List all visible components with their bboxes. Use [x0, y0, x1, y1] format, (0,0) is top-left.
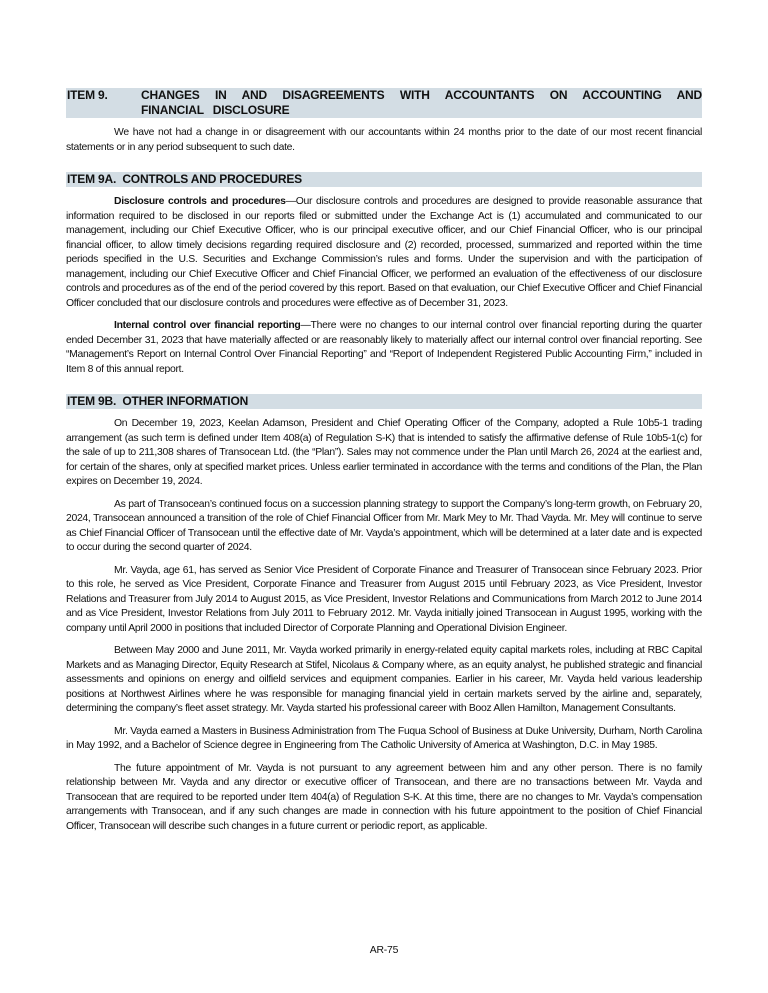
- item-9-number: ITEM 9.: [67, 88, 108, 102]
- document-page: [66, 88, 702, 834]
- item-9-title: CHANGES IN AND DISAGREEMENTS WITH ACCOUNTANTS ON ACCOUNTING AND FINANCIAL DISCLOSURE: [141, 88, 702, 117]
- item-9-paragraph: We have not had a change in or disagreement with our accountants within 24 months prior to the date of our most recent financial statements or in any period subsequent to such date.: [66, 127, 702, 153]
- paragraph: Between May 2000 and June 2011, Mr. Vayda worked primarily in energy-related equity capital markets roles, including at RBC Capital Markets and as Managing Director, Equity Research at Stifel, Nicolaus & Company where, as an equity analyst, he published strategic and financial assessments and opinions on energy and oilfield services and equipment companies. Earlier in his career, Mr. Vayda held various leadership positions at Northwest Airlines where he was responsible for managing financial yield in certain markets served by the airline and, separately, determining the company’s fleet asset strategy. Mr. Vayda started his professional career with Booz Allen Hamilton, Management Consultants.: [66, 645, 702, 714]
- paragraph-text: —There were no changes to our internal control over financial reporting during the quarter ended December 31, 2023 that have materially affected or are reasonably likely to materially affect our internal control over financial reporting. See “Management’s Report on Internal Control Over Financial Reporting” and “Report of Independent Registered Public Accounting Firm,” included in Item 8 of this annual report.: [66, 320, 702, 375]
- internal-control-paragraph: [66, 319, 702, 377]
- paragraph-lead: Internal control over financial reporting: [114, 320, 301, 331]
- paragraph: Mr. Vayda, age 61, has served as Senior Vice President of Corporate Finance and Treasurer of Transocean since February 2023. Prior to this role, he served as Vice President, Corporate Finance and Treasurer from August 2015 until February 2023, as Vice President, Investor Relations and Treasurer from July 2014 to August 2015, as Vice President, Investor Relations and Communications from March 2012 to June 2014 and as Vice President, Investor Relations from July 2011 to February 2012. Mr. Vayda initially joined Transocean in August 1995, working with the company until April 2000 in positions that included Director of Corporate Planning and Operational Division Engineer.: [66, 564, 702, 634]
- disclosure-controls-paragraph: [66, 195, 702, 311]
- paragraph: Mr. Vayda earned a Masters in Business Administration from The Fuqua School of Business at Duke University, Durham, North Carolina in May 1992, and a Bachelor of Science degree in Engineering from The Catholic University of America at Washington, D.C. in May 1985.: [66, 725, 702, 751]
- item-9a-heading: ITEM 9A. CONTROLS AND PROCEDURES: [66, 172, 702, 187]
- paragraph-text: —Our disclosure controls and procedures are designed to provide reasonable assurance that information required to be disclosed in our reports filed or submitted under the Exchange Act is (1) accumulated and communicated to our management, including our Chief Executive Officer, who is our principal executive officer, and our Chief Financial Officer, who is our principal financial officer, to allow timely decisions regarding required disclosure and (2) recorded, processed, summarized and reported within the time periods specified in the U.S. Securities and Exchange Commission’s rules and forms. Under the supervision and with the participation of management, including our Chief Executive Officer and Chief Financial Officer, we performed an evaluation of the effectiveness of our disclosure controls and procedures as of the end of the period covered by this report. Based on that evaluation, our Chief Executive Officer and Chief Financial Officer concluded that our disclosure controls and procedures were effective as of December 31, 2023.: [66, 196, 702, 309]
- item-9b-heading: ITEM 9B. OTHER INFORMATION: [66, 394, 702, 409]
- paragraph-lead: Disclosure controls and procedures: [114, 196, 286, 207]
- paragraph: The future appointment of Mr. Vayda is not pursuant to any agreement between him and any other person. There is no family relationship between Mr. Vayda and any director or executive officer of Transocean, and there are no transactions between Mr. Vayda and Transocean that are required to be reported under Item 404(a) of Regulation S-K. At this time, there are no changes to Mr. Vayda’s compensation arrangements with Transocean, and if any such changes are made in connection with his future appointment to the position of Chief Financial Officer, Transocean will describe such changes in a future current or periodic report, as applicable.: [66, 762, 702, 832]
- paragraph: On December 19, 2023, Keelan Adamson, President and Chief Operating Officer of the Company, adopted a Rule 10b5-1 trading arrangement (as such term is defined under Item 408(a) of Regulation S-K) that is intended to satisfy the affirmative defense of Rule 10b5-1(c) for the sale of up to 211,308 shares of Transocean Ltd. (the “Plan”). Sales may not commence under the Plan until March 26, 2024 at the earliest and, for certain of the shares, only at specified market prices. Unless earlier terminated in accordance with the terms and conditions of the Plan, the Plan expires on December 19, 2024.: [66, 418, 702, 487]
- paragraph: As part of Transocean’s continued focus on a succession planning strategy to support the Company’s long-term growth, on February 20, 2024, Transocean announced a transition of the role of Chief Financial Officer from Mr. Mark Mey to Mr. Thad Vayda. Mr. Mey will continue to serve as Chief Financial Officer of Transocean until the effective date of Mr. Vayda’s appointment, which will be determined at a later date and is expected to occur during the second quarter of 2024.: [66, 498, 702, 553]
- item-9-heading: [66, 88, 702, 118]
- page-number: AR-75: [369, 945, 399, 956]
